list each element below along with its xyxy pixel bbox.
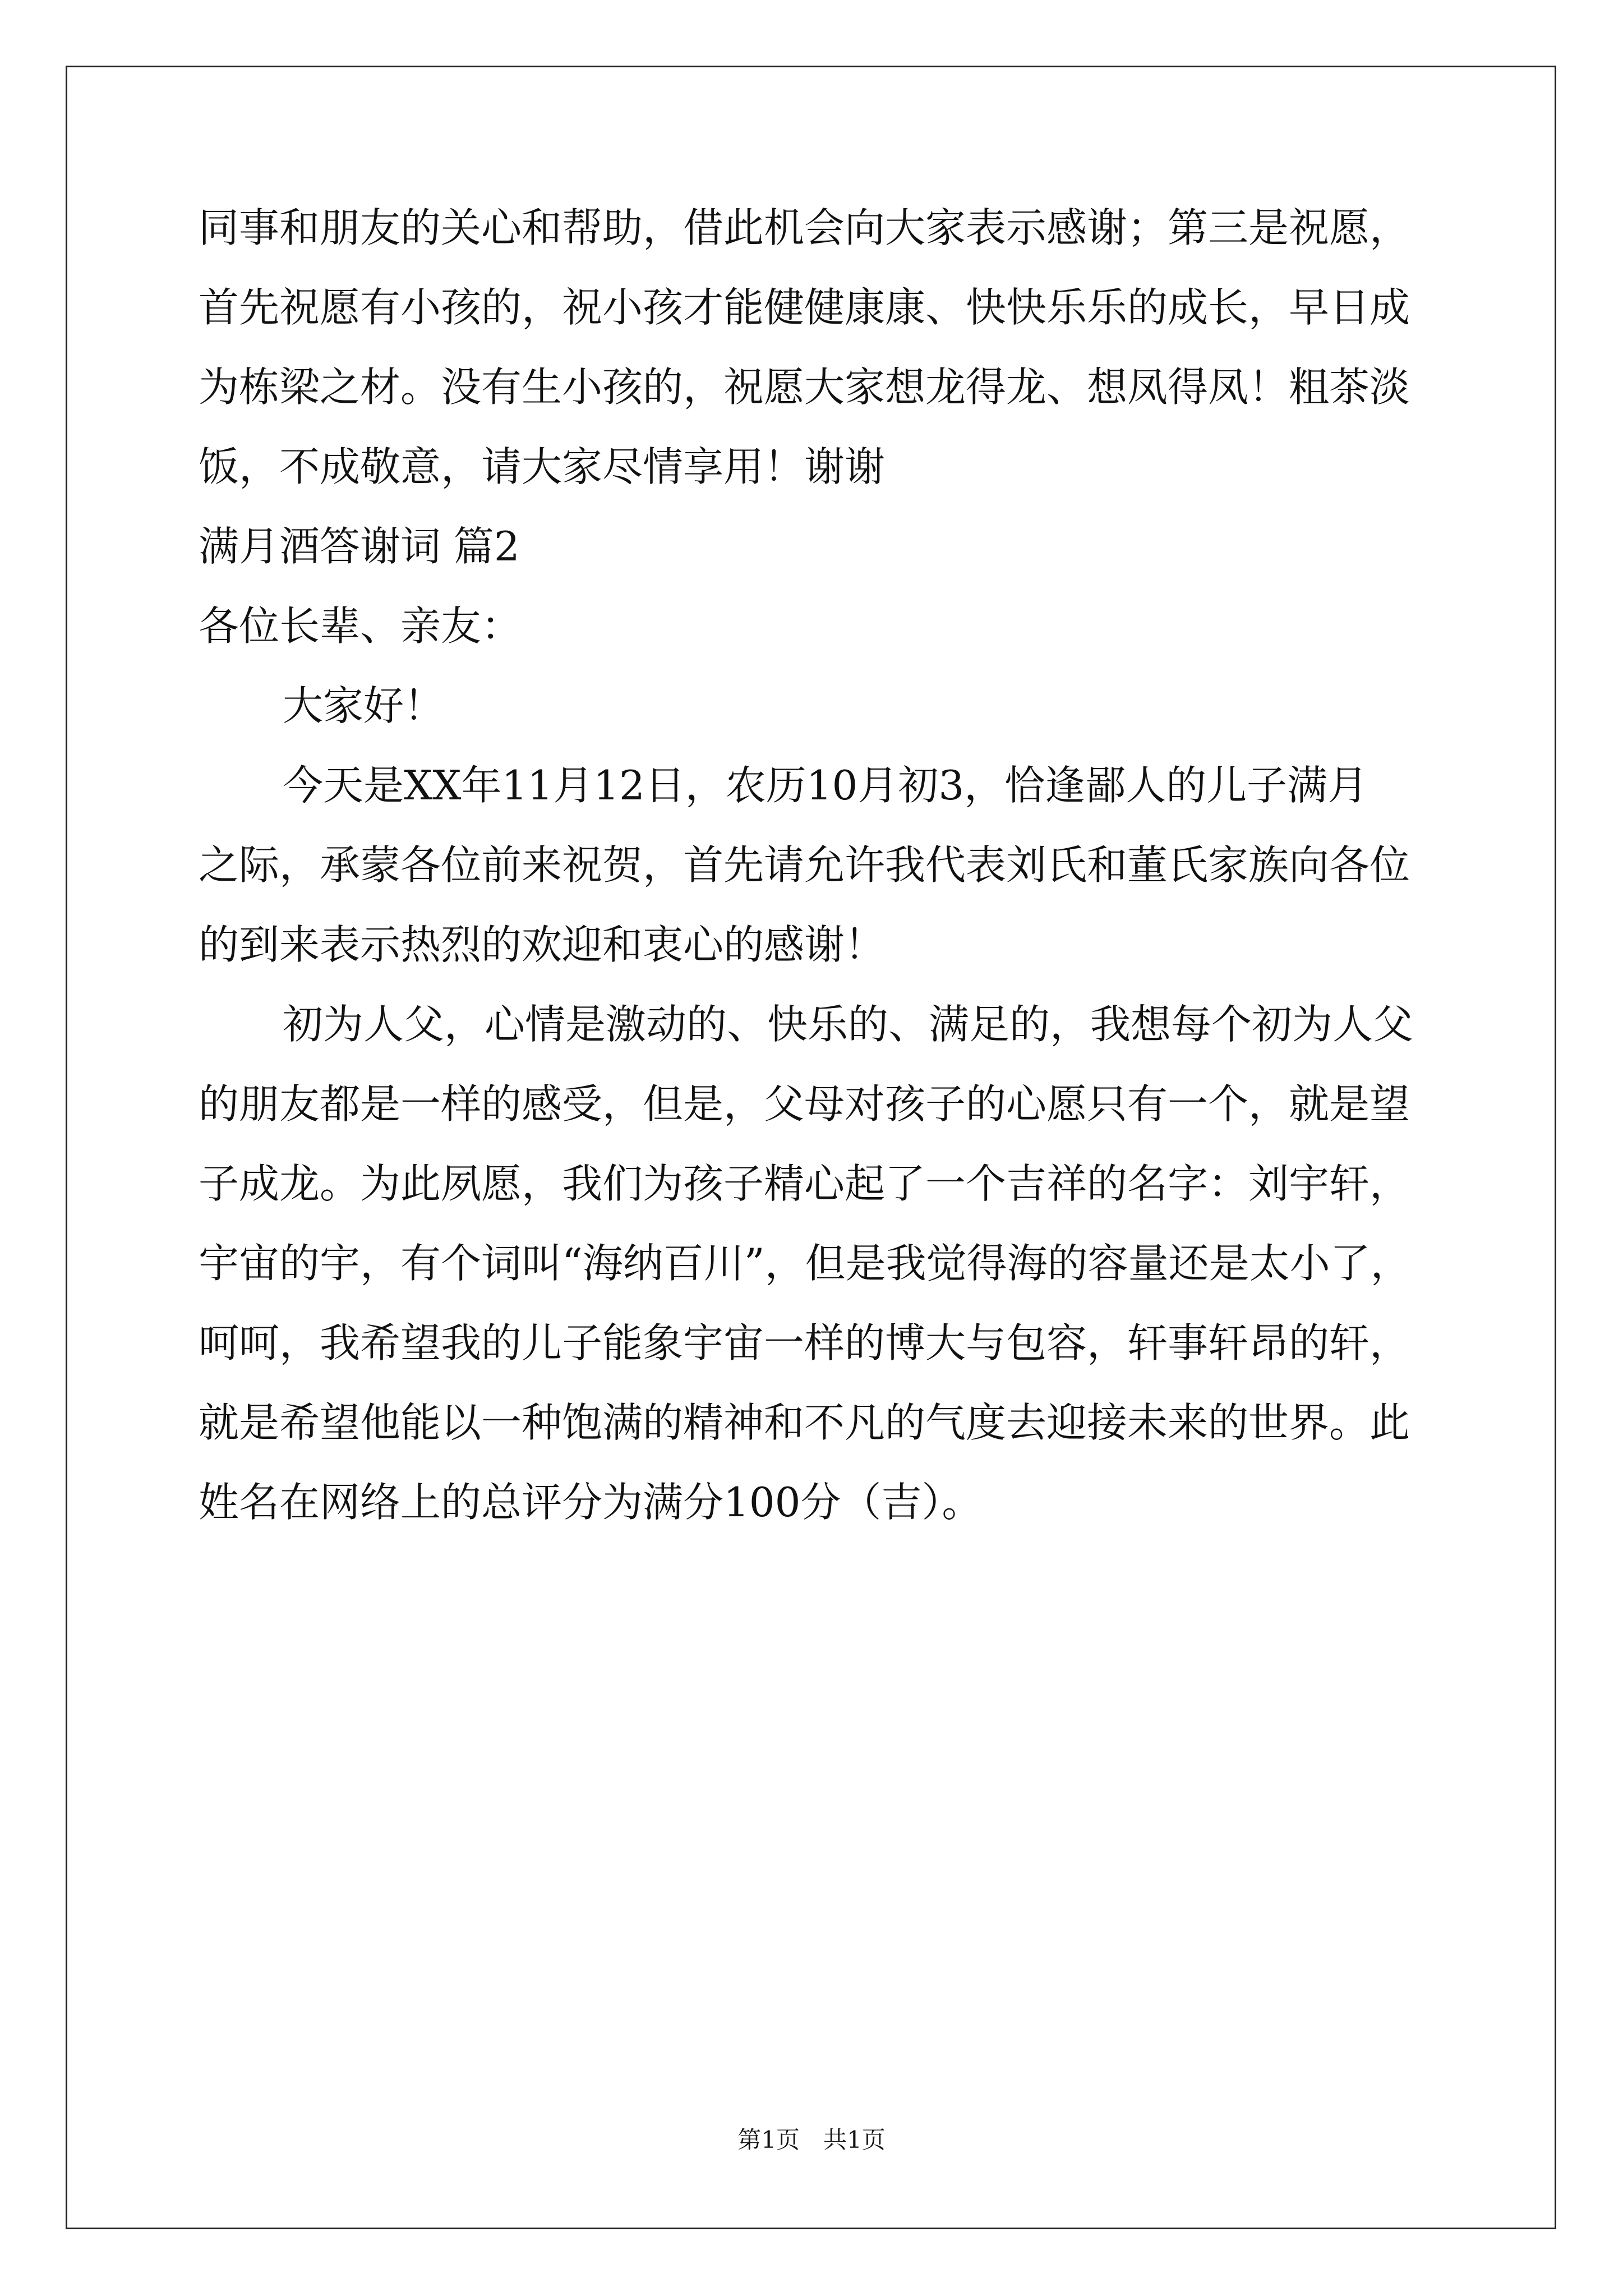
- text-line: 初为人父，心情是激动的、快乐的、满足的，我想每个初为人父: [283, 1001, 1414, 1048]
- text-line: 姓名在网络上的总评分为满分100分（吉）。: [199, 1479, 983, 1526]
- text-line: 就是希望他能以一种饱满的精神和不凡的气度去迎接未来的世界。此: [199, 1399, 1410, 1446]
- text-line: 今天是XX年11月12日，农历10月初3，恰逢鄙人的儿子满月: [283, 762, 1368, 809]
- greeting: 大家好！: [283, 682, 445, 729]
- text-line: 之际，承蒙各位前来祝贺，首先请允许我代表刘氏和董氏家族向各位: [199, 841, 1410, 889]
- text-line: 首先祝愿有小孩的，祝小孩才能健健康康、快快乐乐的成长，早日成: [199, 284, 1410, 331]
- section-heading: 满月酒答谢词 篇2: [199, 523, 520, 570]
- text-line: 饭，不成敬意，请大家尽情享用！谢谢: [199, 443, 886, 490]
- text-line: 子成龙。为此夙愿，我们为孩子精心起了一个吉祥的名字：刘宇轩，: [199, 1160, 1410, 1207]
- text-line: 的朋友都是一样的感受，但是，父母对孩子的心愿只有一个，就是望: [199, 1080, 1410, 1128]
- text-line: 呵呵，我希望我的儿子能象宇宙一样的博大与包容，轩事轩昂的轩，: [199, 1319, 1410, 1366]
- text-line: 宇宙的宇，有个词叫“海纳百川”，但是我觉得海的容量还是太小了，: [199, 1240, 1411, 1287]
- text-line: 同事和朋友的关心和帮助，借此机会向大家表示感谢；第三是祝愿，: [199, 204, 1410, 251]
- page-footer: 第1页 共1页: [737, 2126, 886, 2154]
- text-line: 为栋梁之材。没有生小孩的，祝愿大家想龙得龙、想凤得凤！粗茶淡: [199, 364, 1410, 411]
- salutation: 各位长辈、亲友：: [199, 602, 522, 650]
- text-line: 的到来表示热烈的欢迎和衷心的感谢！: [199, 921, 886, 968]
